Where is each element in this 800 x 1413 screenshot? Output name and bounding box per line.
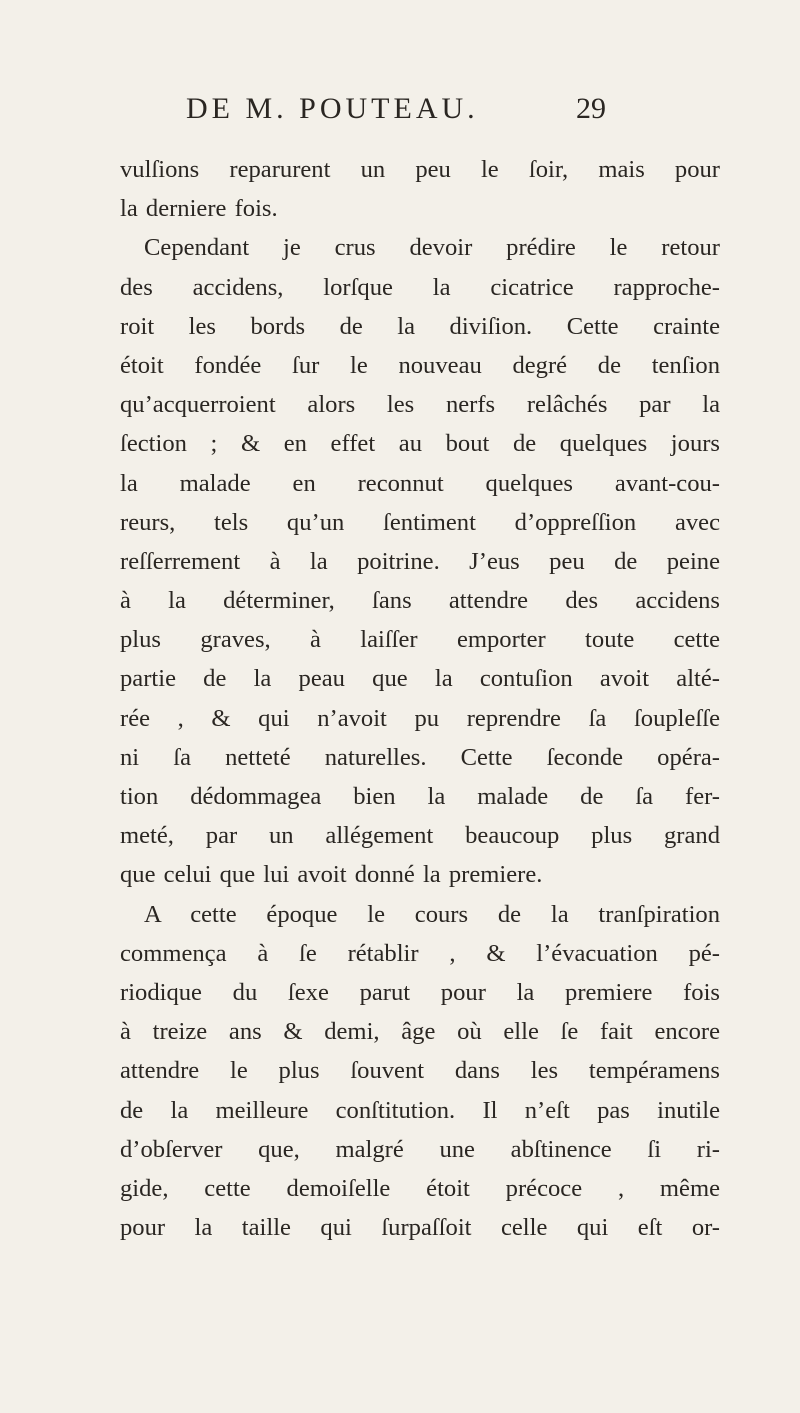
text-line: qu’acquerroient alors les nerfs relâchés par la [120,391,720,419]
text-line: A cette époque le cours de la tranſpiration [144,900,720,928]
text-line: partie de la peau que la contuſion avoit alté- [120,665,720,693]
text-line: tion dédommagea bien la malade de ſa fer- [120,783,720,810]
text-line: à la déterminer, ſans attendre des accidens [120,587,720,615]
text-line: de la meilleure conſtitution. Il n’eſt pas inutile [120,1096,720,1124]
body-text [120,150,720,1247]
running-head-title: DE M. POUTEAU. [186,92,479,125]
text-line: à treize ans & demi, âge où elle ſe fait encore [120,1018,720,1046]
text-line: ni ſa netteté naturelles. Cette ſeconde opéra- [120,743,720,771]
text-line: ſection ; & en effet au bout de quelques jours [120,430,720,458]
text-line: que celui que lui avoit donné la premiere. [120,861,543,889]
page-number: 29 [576,92,606,125]
text-line: plus graves, à laiſſer emporter toute cette [120,626,720,654]
text-line: vulſions reparurent un peu le ſoir, mais pour [120,156,720,183]
text-line: Cependant je crus devoir prédire le retour [144,234,720,262]
text-line: attendre le plus ſouvent dans les tempéramens [120,1057,720,1085]
text-line: la derniere fois. [120,195,278,223]
text-line: étoit fondée ſur le nouveau degré de tenſion [120,351,720,379]
text-line: commença à ſe rétablir , & l’évacuation pé- [120,939,720,967]
text-line: rée , & qui n’avoit pu reprendre ſa ſoupleſſe [120,704,720,732]
text-line: riodique du ſexe parut pour la premiere fois [120,978,720,1006]
text-line: gide, cette demoiſelle étoit précoce , même [120,1174,720,1202]
text-line: la malade en reconnut quelques avant-cou- [120,469,720,497]
text-line: reſſerrement à la poitrine. J’eus peu de peine [120,547,720,575]
text-line: pour la taille qui ſurpaſſoit celle qui eſt or- [120,1214,720,1242]
text-line: des accidens, lorſque la cicatrice rapproche- [120,273,720,301]
text-line: meté, par un allégement beaucoup plus grand [120,822,720,850]
running-head [186,92,606,128]
text-line: reurs, tels qu’un ſentiment d’oppreſſion avec [120,508,720,536]
text-line: d’obſerver que, malgré une abſtinence ſi ri- [120,1135,720,1163]
text-line: roit les bords de la diviſion. Cette crainte [120,312,720,340]
